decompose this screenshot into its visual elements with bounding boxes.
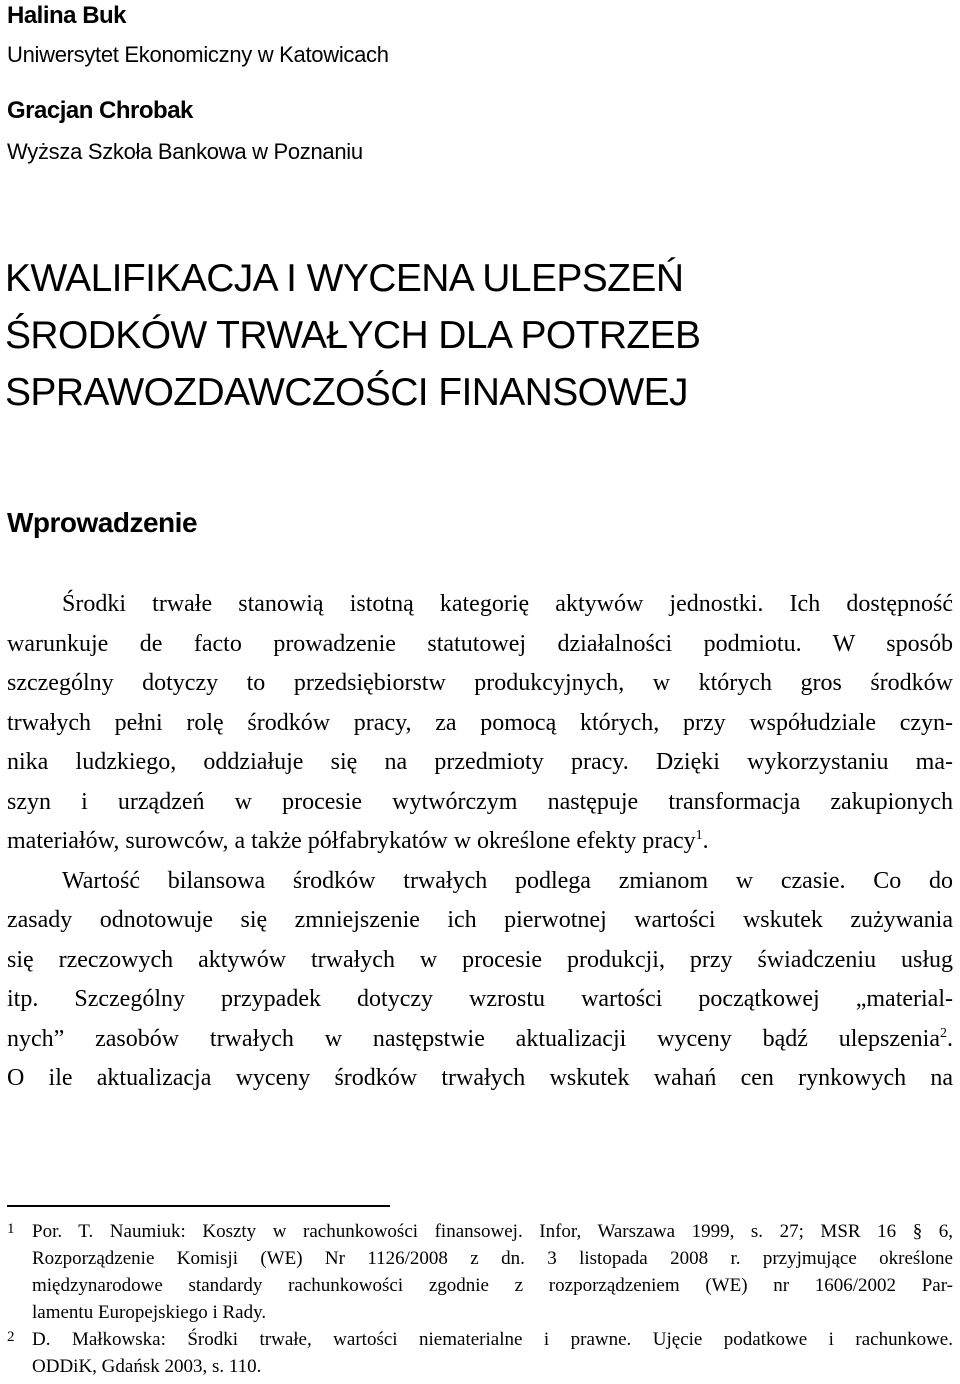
body-line-text: nych” zasobów trwałych w następstwie aktualizacji wyceny bądź ulepszenia — [7, 1025, 940, 1052]
footnote-line: D. Małkowska: Środki trwałe, wartości niematerialne i prawne. Ujęcie podatkowe i rachunkowe. — [32, 1329, 953, 1350]
section-sign: § — [912, 1221, 923, 1242]
footnote-line-text: Por. T. Naumiuk: Koszty w rachunkowości finansowej. Infor, Warszawa 1999, s. 27; MSR 16 — [32, 1221, 897, 1242]
body-line: materiałów, surowców, a także półfabrykatów w określone efekty pracy$^1$. — [7, 828, 709, 854]
author-name-2: Gracjan Chrobak — [7, 97, 193, 124]
author-name-1: Halina Buk — [7, 2, 127, 29]
footnote-line-text: 6, — [938, 1221, 954, 1242]
footnote-2 — [7, 1326, 953, 1380]
title-line-2: ŚRODKÓW TRWAŁYCH DLA POTRZEB — [5, 314, 701, 357]
body-line: się rzeczowych aktywów trwałych w procesie produkcji, przy świadczeniu usług — [7, 946, 953, 973]
body-line: nika ludzkiego, oddziałuje się na przedmioty pracy. Dzięki wykorzystaniu ma- — [7, 749, 953, 775]
footnote-line: lamentu Europejskiego i Rady. — [32, 1302, 267, 1323]
body-line: O ile aktualizacja wyceny środków trwałych wskutek wahań cen rynkowych na — [7, 1065, 953, 1091]
body-line: itp. Szczególny przypadek dotyczy wzrostu wartości początkowej „material- — [7, 986, 953, 1012]
body-text — [7, 585, 953, 1099]
footnote-number: 2 — [7, 1329, 15, 1345]
footnote-line: Rozporządzenie Komisji (WE) Nr 1126/2008 z dn. 3 listopada 2008 r. przyjmujące określone — [32, 1248, 953, 1269]
body-line: szczególny dotyczy to przedsiębiorstw produkcyjnych, w których gros środków — [7, 670, 953, 696]
author-affiliation-1: Uniwersytet Ekonomiczny w Katowicach — [7, 42, 389, 67]
footnote-ref-1[interactable]: 1 — [695, 828, 703, 843]
body-line: warunkuje de facto prowadzenie statutowej działalności podmiotu. W sposób — [7, 630, 953, 657]
body-line: szyn i urządzeń w procesie wytwórczym następuje transformacja zakupionych — [7, 788, 953, 815]
title-line-1: KWALIFIKACJA I WYCENA ULEPSZEŃ — [5, 257, 684, 300]
body-line: Środki trwałe stanowią istotną kategorię aktywów jednostki. Ich dostępność — [62, 591, 953, 617]
body-line-text: materiałów, surowców, a także półfabrykatów w określone efekty pracy — [7, 828, 696, 854]
paper-title — [5, 250, 700, 421]
footnote-line: międzynarodowe standardy rachunkowości zgodnie z rozporządzeniem (WE) nr 1606/2002 Par- — [32, 1275, 953, 1296]
body-line: nych” zasobów trwałych w następstwie aktualizacji wyceny bądź ulepszenia$^2$. — [7, 1025, 953, 1052]
body-line: zasady odnotowuje się zmniejszenie ich pierwotnej wartości wskutek zużywania — [7, 907, 953, 933]
footnote-line: ODDiK, Gdańsk 2003, s. 110. — [32, 1356, 262, 1377]
title-line-3: SPRAWOZDAWCZOŚCI FINANSOWEJ — [5, 371, 688, 414]
footnote-number: 1 — [7, 1221, 15, 1237]
body-line: trwałych pełni rolę środków pracy, za pomocą których, przy współudziale czyn- — [7, 709, 953, 736]
footnote-ref-2[interactable]: 2 — [940, 1025, 947, 1041]
footnote-divider — [7, 1205, 390, 1207]
footnotes — [7, 1218, 953, 1380]
footnote-1 — [7, 1218, 953, 1326]
body-line: Wartość bilansowa środków trwałych podlega zmianom w czasie. Co do — [62, 867, 953, 894]
author-affiliation-2: Wyższa Szkoła Bankowa w Poznaniu — [7, 139, 363, 164]
footnote-line — [32, 1218, 953, 1245]
section-heading: Wprowadzenie — [7, 507, 198, 538]
